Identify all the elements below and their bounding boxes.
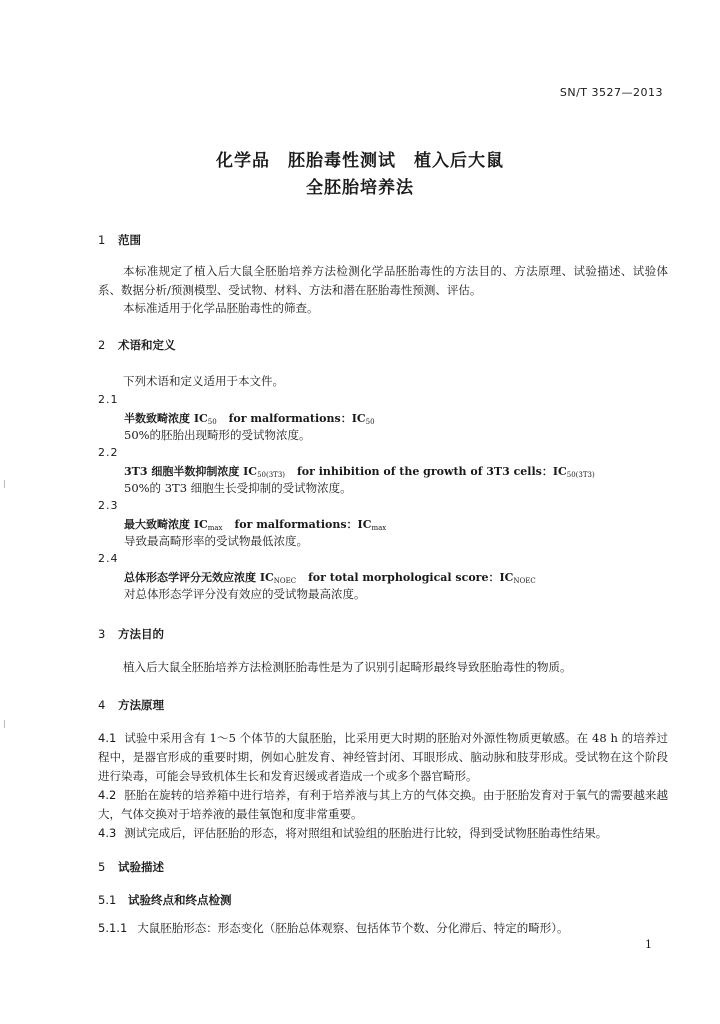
section-3-heading: 3 方法目的 — [98, 627, 164, 641]
term-number: 2.3 — [98, 499, 119, 512]
section-4-heading: 4 方法原理 — [98, 698, 164, 712]
clause-5-1-1: 5.1.1 大鼠胚胎形态：形态变化（胚胎总体观察、包括体节个数、分化滞后、特定的畸形）。 — [98, 921, 569, 935]
term-title: 总体形态学评分无效应浓度 $IC_{NOEC}$ for total morphological score：$IC_{NOEC}$ — [124, 571, 536, 585]
section-1-heading: 1 范围 — [98, 233, 141, 247]
term-definition: 对总体形态学评分没有效应的受试物最高浓度。 — [124, 587, 366, 601]
section-2-intro: 下列术语和定义适用于本文件。 — [123, 374, 284, 388]
clause-4-2: 4.2 胚胎在旋转的培养箱中进行培养，有利于培养液与其上方的气体交换。由于胚胎发育对于氧气的需要越来越大，气体交换对于培养液的最佳氧饱和度非常重要。 — [98, 788, 668, 821]
term-number: 2.4 — [98, 552, 119, 565]
term-definition: 导致最高畸形率的受试物最低浓度。 — [124, 534, 308, 548]
term-number: 2.1 — [98, 393, 119, 406]
section-3-paragraph: 植入后大鼠全胚胎培养方法检测胚胎毒性是为了识别引起畸形最终导致胚胎毒性的物质。 — [123, 660, 572, 674]
clause-5-1-heading: 5.1 试验终点和终点检测 — [98, 893, 232, 907]
clause-4-3: 4.3 测试完成后，评估胚胎的形态，将对照组和试验组的胚胎进行比较，得到受试物胚胎毒性结果。 — [98, 826, 608, 840]
term-number: 2.2 — [98, 446, 119, 459]
section-1-paragraph-1: 本标准规定了植入后大鼠全胚胎培养方法检测化学品胚胎毒性的方法目的、方法原理、试验描述、试验体系、数据分析/预测模型、受试物、材料、方法和潜在胚胎毒性预测、评估。 — [98, 264, 668, 297]
document-title-line1: 化学品 胚胎毒性测试 植入后大鼠 — [216, 151, 504, 171]
section-1-paragraph-2: 本标准适用于化学品胚胎毒性的筛查。 — [123, 301, 319, 315]
document-title-line2: 全胚胎培养法 — [306, 178, 414, 198]
section-5-heading: 5 试验描述 — [98, 860, 164, 874]
term-title: 最大致畸浓度 $IC_{max}$ for malformations：$IC_{max}$ — [124, 518, 387, 532]
term-title: 3T3 细胞半数抑制浓度 $IC_{50(3T3)}$ for inhibition of the growth of 3T3 cells：$IC_{50(3T3)}$ — [124, 465, 595, 479]
term-definition: 50%的 3T3 细胞生长受抑制的受试物浓度。 — [124, 481, 352, 495]
term-definition: 50%的胚胎出现畸形的受试物浓度。 — [124, 428, 311, 442]
scan-edge-mark — [4, 720, 5, 728]
scan-edge-mark — [4, 480, 5, 488]
page-number: 1 — [645, 938, 652, 951]
standard-number: SN/T 3527—2013 — [559, 86, 663, 99]
section-2-heading: 2 术语和定义 — [98, 338, 176, 352]
clause-4-1: 4.1 试验中采用含有 1～5 个体节的大鼠胚胎，比采用更大时期的胚胎对外源性物质更敏感。在 48 h 的培养过程中，是器官形成的重要时期，例如心脏发育、神经管封闭、耳眼形成、脑动脉和肢芽形成。受试物在这个阶段进行染毒，可能会导致机体生长和发育迟缓或者造成一个或多个器官畸形。 — [98, 731, 668, 783]
term-title: 半数致畸浓度 $IC_{50}$ for malformations：$IC_{50}$ — [124, 412, 375, 426]
